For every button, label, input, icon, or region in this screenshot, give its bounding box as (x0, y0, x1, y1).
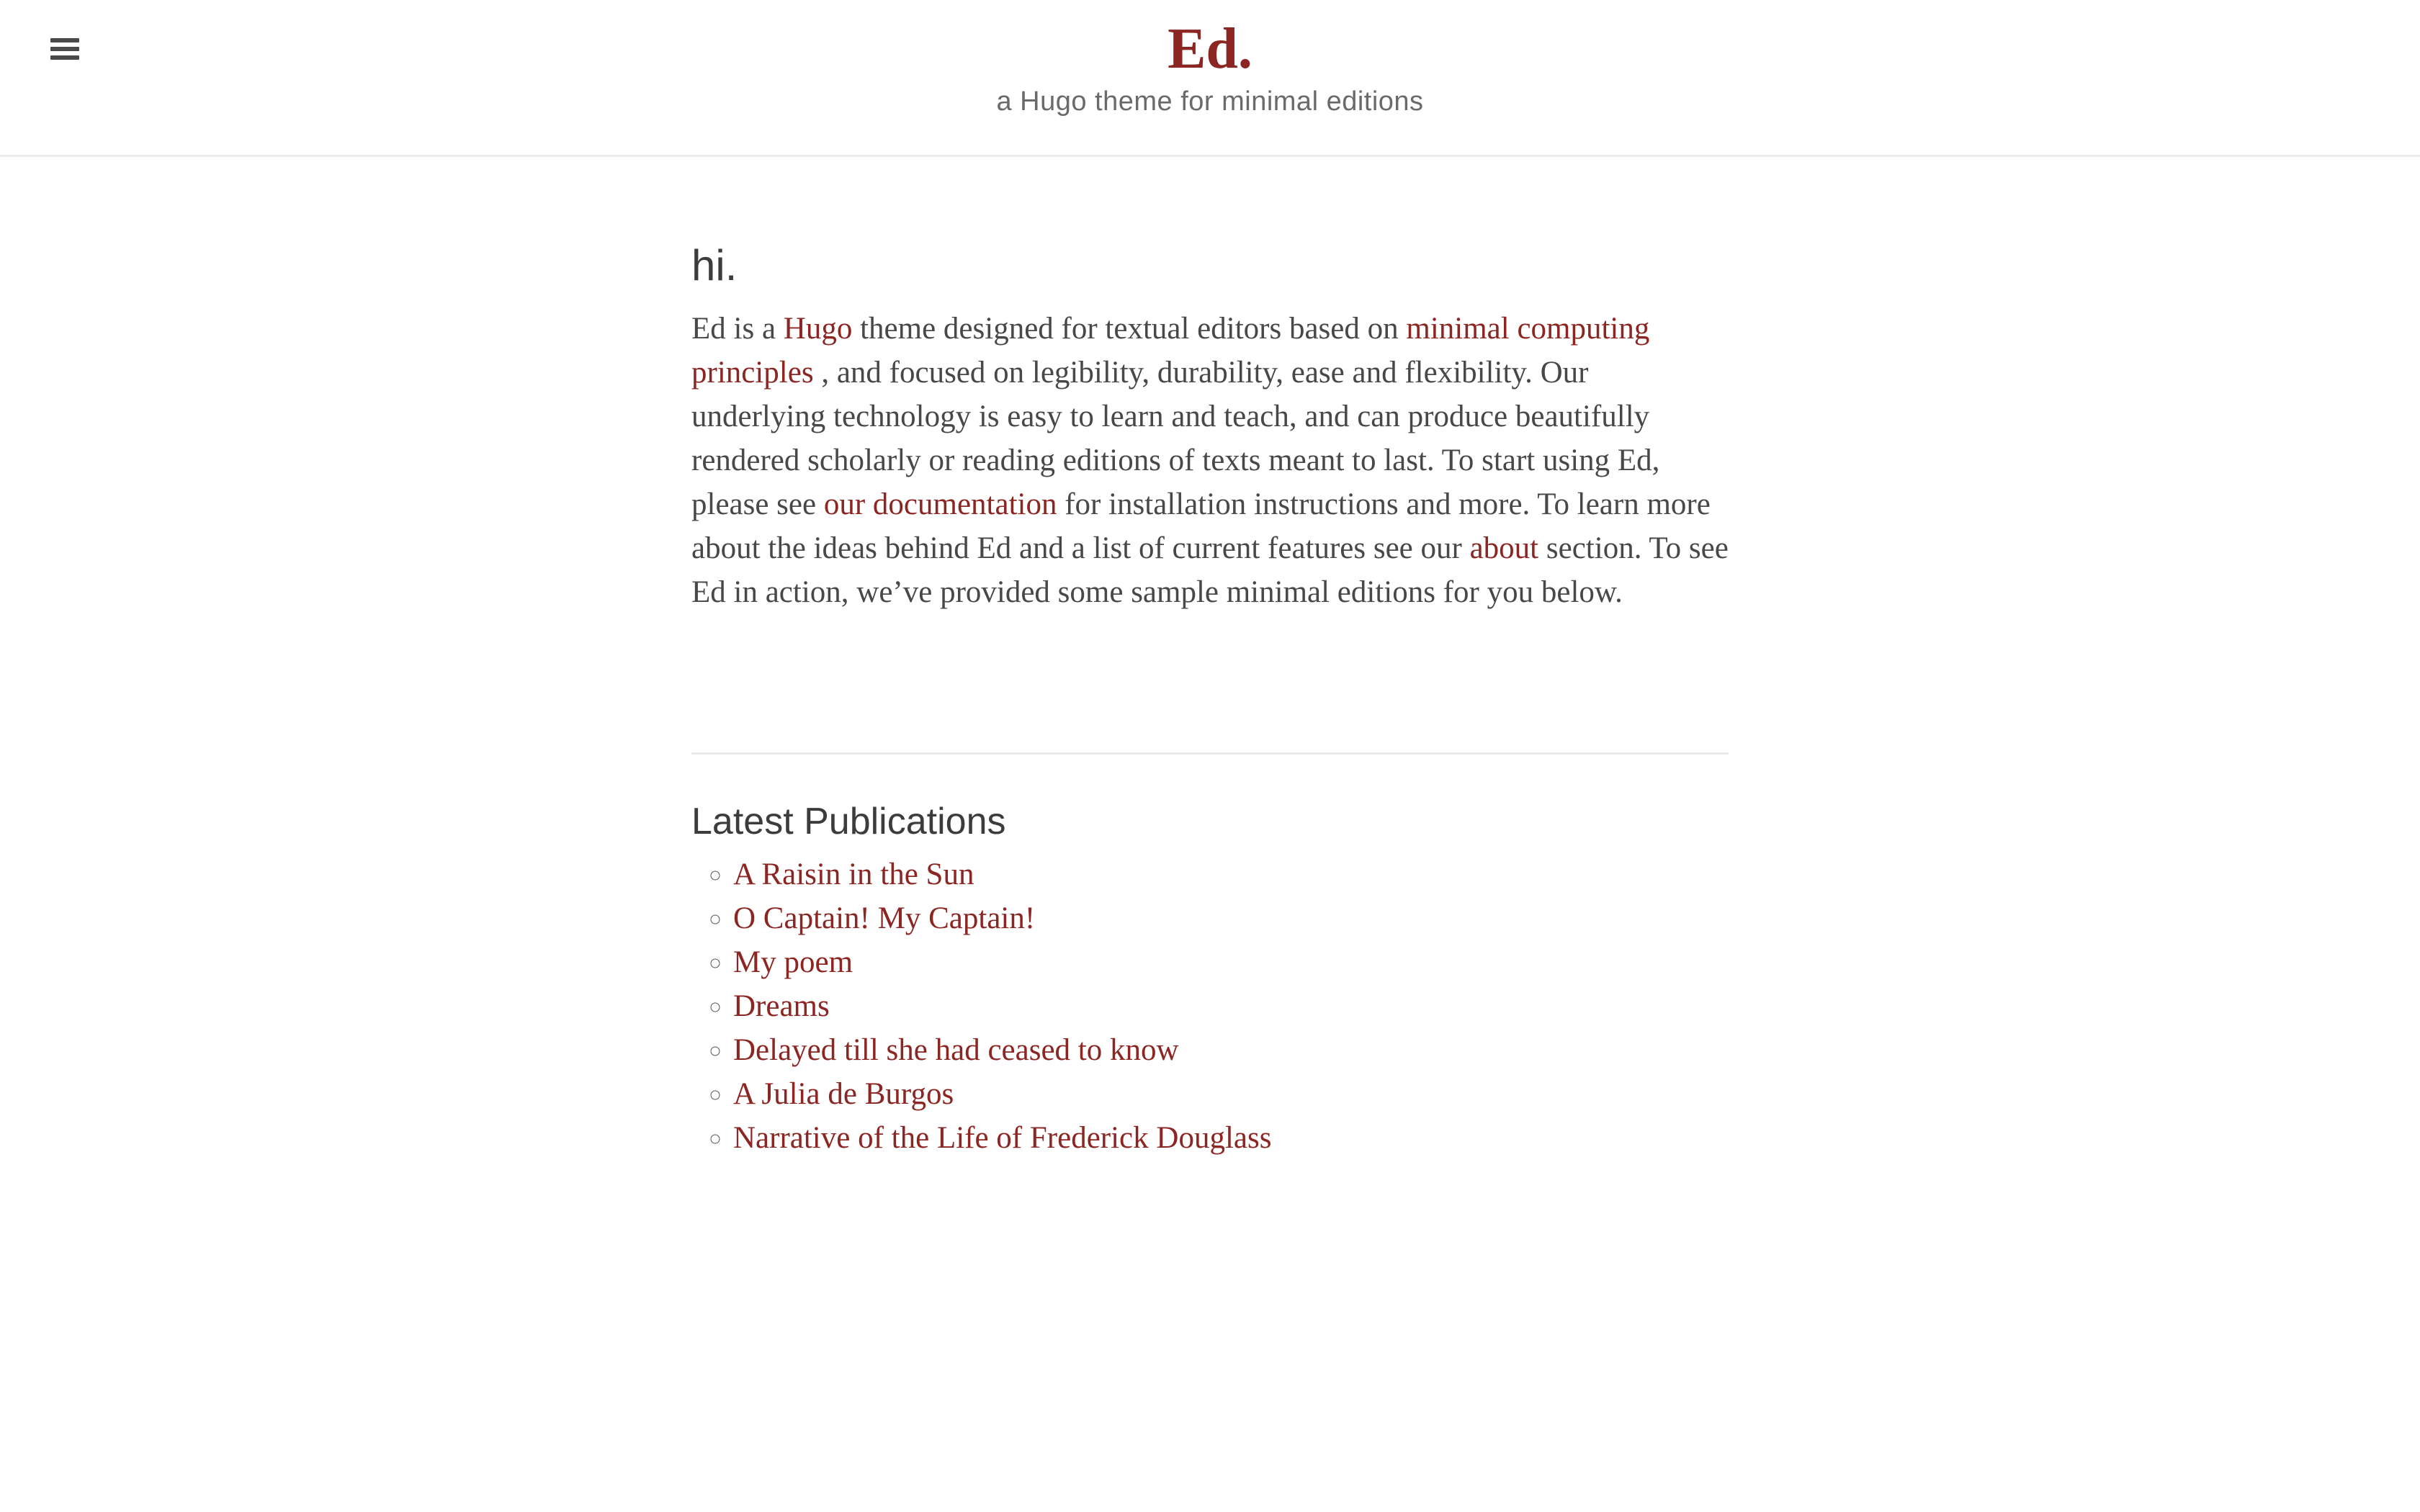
publication-link[interactable]: A Raisin in the Sun (733, 858, 974, 892)
our-documentation-link[interactable]: our documentation (823, 487, 1057, 521)
publications-list (691, 852, 1729, 1160)
minimal-computing-principles-link[interactable]: minimal computing principles (691, 312, 1650, 390)
site-title[interactable]: Ed. (1168, 17, 1252, 81)
list-item (733, 940, 1729, 984)
intro-paragraph (691, 307, 1729, 614)
publication-link[interactable]: Narrative of the Life of Frederick Douglass (733, 1121, 1272, 1156)
paragraph-text: theme designed for textual editors based on (852, 312, 1407, 346)
publication-link[interactable]: Delayed till she had ceased to know (733, 1033, 1179, 1068)
paragraph-text: section. To see Ed in action, we’ve provided some sample minimal editions for you below. (691, 531, 1729, 609)
publication-link[interactable]: Dreams (733, 989, 830, 1024)
menu-toggle-button[interactable] (50, 38, 79, 60)
list-item (733, 1116, 1729, 1160)
about-link[interactable]: about (1469, 531, 1539, 565)
site-header (0, 0, 2420, 157)
site-subtitle: a Hugo theme for minimal editions (996, 86, 1424, 117)
page-heading: hi. (691, 241, 738, 289)
main-content (691, 157, 1729, 1160)
hamburger-icon (50, 47, 79, 51)
publication-link[interactable]: A Julia de Burgos (733, 1077, 954, 1112)
hamburger-icon (50, 38, 79, 42)
latest-publications-heading: Latest Publications (691, 801, 1006, 842)
section-divider (691, 752, 1729, 755)
paragraph-text: , and focused on legibility, durability, ease and flexibility. Our underlying technology is easy to learn and teach, and can produce beautifully rendered scholarly or reading editions of texts meant to last. To start using Ed, please see (691, 356, 1660, 521)
paragraph-text: Ed is a (691, 312, 784, 346)
list-item (733, 896, 1729, 940)
list-item (733, 852, 1729, 896)
publication-link[interactable]: O Captain! My Captain! (733, 901, 1036, 936)
paragraph-text: for installation instructions and more. To learn more about the ideas behind Ed and a list of current features see our (691, 487, 1711, 565)
list-item (733, 1072, 1729, 1116)
publication-link[interactable]: My poem (733, 945, 853, 980)
hamburger-icon (50, 55, 79, 60)
list-item (733, 984, 1729, 1028)
list-item (733, 1028, 1729, 1072)
hugo-link[interactable]: Hugo (783, 312, 853, 346)
